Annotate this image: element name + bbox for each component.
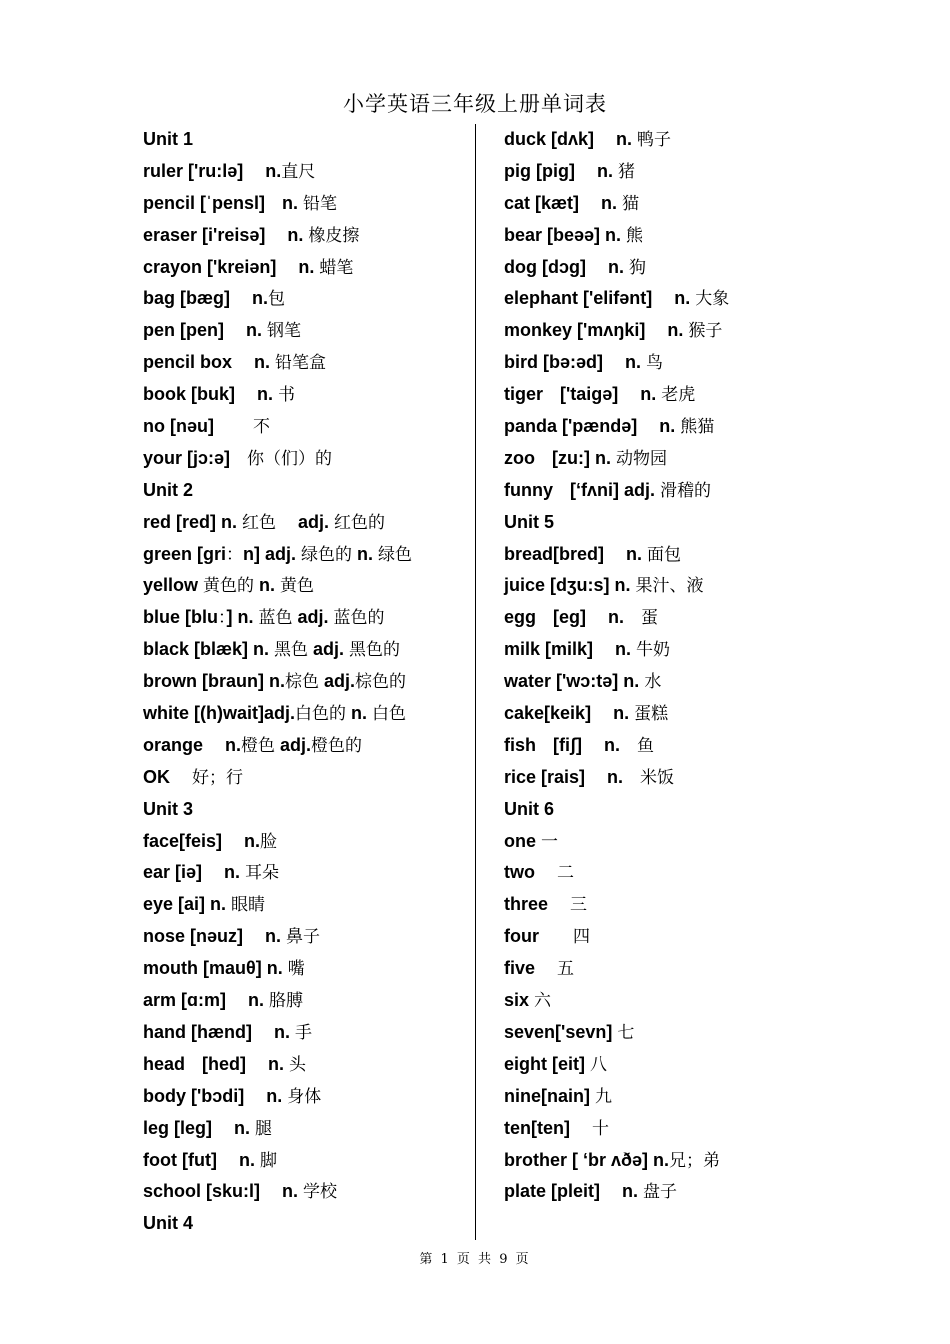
vocab-entry: brother [ ‘br ʌðə] n.兄；弟 [504,1149,721,1171]
vocab-entry: water ['wɔ:tə] n. 水 [504,671,662,693]
vocab-entry: one 一 [504,830,559,852]
vocab-entry: ruler ['ru:lə] n.直尺 [143,160,316,182]
vocab-entry: cake[keik] n. 蛋糕 [504,703,669,725]
vocab-entry: ten[ten] 十 [504,1117,610,1139]
unit-heading: Unit 5 [504,511,555,532]
vocab-entry: plate [pleit] n. 盘子 [504,1181,678,1203]
unit-heading: Unit 1 [143,129,194,149]
vocab-entry: pen [pen] n. 钢笔 [143,320,301,342]
vocab-entry: orange n.橙色 adj.橙色的 [143,734,363,756]
vocab-entry: arm [ɑ:m] n. 胳膊 [143,990,304,1012]
vocab-entry: elephant ['elifənt] n. 大象 [504,288,730,310]
vocab-entry: egg [eg] n. 蛋 [504,607,659,629]
vocab-entry: head [hed] n. 头 [143,1053,307,1075]
vocab-entry: pencil [ˈpensl] n. 铅笔 [143,192,338,214]
vocab-entry: monkey ['mʌŋki] n. 猴子 [504,320,723,342]
vocab-entry: eraser [i'reisə] n. 橡皮擦 [143,224,360,246]
vocab-entry: hand [hænd] n. 手 [143,1021,312,1043]
vocab-entry: bear [beəə] n. 熊 [504,224,644,246]
vocab-entry: red [red] n. 红色 adj. 红色的 [143,511,386,533]
vocab-entry: school [sku:l] n. 学校 [143,1181,338,1203]
vocab-entry: your [jɔ:ə] 你（们）的 [143,447,333,469]
vocab-entry: crayon ['kreiən] n. 蜡笔 [143,256,354,278]
vocab-entry: white [(h)wait]adj.白色的 n. 白色 [143,703,406,725]
vocab-entry: funny [‘fʌni] adj. 滑稽的 [504,479,711,501]
vocab-entry: seven['sevn] 七 [504,1021,635,1043]
vocab-entry: eight [eit] 八 [504,1053,607,1075]
vocab-entry: two 二 [504,862,575,884]
vocab-entry: book [buk] n. 书 [143,384,295,406]
vocab-entry: mouth [mauθ] n. 嘴 [143,958,305,980]
vocab-entry: leg [leg] n. 腿 [143,1117,273,1139]
vocab-entry: face[feis] n.脸 [143,830,278,852]
vocab-entry: foot [fut] n. 脚 [143,1149,277,1171]
vocab-entry: tiger ['taigə] n. 老虎 [504,384,696,406]
vocab-entry: nine[nain] 九 [504,1085,612,1107]
vocab-entry: ear [iə] n. 耳朵 [143,862,280,884]
vocab-entry: six 六 [504,990,552,1012]
vocab-entry: zoo [zu:] n. 动物园 [504,447,667,469]
vocab-entry: nose [nəuz] n. 鼻子 [143,926,321,948]
vocab-entry: four 四 [504,926,590,948]
left-word-column [143,124,463,1240]
vocab-entry: milk [milk] n. 牛奶 [504,639,671,661]
vocab-entry: eye [ai] n. 眼睛 [143,894,266,916]
page-footer: 第 1 页 共 9 页 [419,1252,531,1267]
vocab-entry: five 五 [504,958,575,980]
vocab-entry: OK 好；行 [143,766,244,788]
vocab-entry: juice [dʒu:s] n. 果汁、液 [504,575,704,597]
vocab-entry: pencil box n. 铅笔盒 [143,352,327,374]
vocab-entry: no [nəu] 不 [143,416,270,438]
vocab-entry: panda ['pændə] n. 熊猫 [504,416,715,438]
column-divider [475,124,476,1240]
vocab-entry: dog [dɔg] n. 狗 [504,256,646,278]
vocab-entry: green [ɡri：n] adj. 绿色的 n. 绿色 [143,543,413,565]
vocab-entry: brown [braun] n.棕色 adj.棕色的 [143,671,406,693]
vocab-entry: body ['bɔdi] n. 身体 [143,1085,322,1107]
vocab-entry: duck [dʌk] n. 鸭子 [504,129,672,150]
vocab-entry: bird [bə:əd] n. 鸟 [504,352,663,374]
vocab-entry: three 三 [504,894,588,916]
unit-heading: Unit 2 [143,479,194,500]
vocab-entry: black [blæk] n. 黑色 adj. 黑色的 [143,639,401,661]
right-word-column [504,124,804,1208]
unit-heading: Unit 3 [143,798,194,819]
vocab-entry: cat [kæt] n. 猫 [504,192,640,214]
vocab-entry: bread[bred] n. 面包 [504,543,682,565]
vocab-entry: pig [pig] n. 猪 [504,160,635,182]
vocab-entry: rice [rais] n. 米饭 [504,766,675,788]
unit-heading: Unit 4 [143,1213,194,1234]
vocab-entry: bag [bæg] n.包 [143,288,285,310]
vocab-entry: fish [fiʃ] n. 鱼 [504,734,654,756]
vocab-entry: yellow 黄色的 n. 黄色 [143,575,315,597]
vocab-entry: blue [blu：] n. 蓝色 adj. 蓝色的 [143,607,385,629]
unit-heading: Unit 6 [504,798,555,819]
document-title: 小学英语三年级上册单词表 [343,92,607,116]
